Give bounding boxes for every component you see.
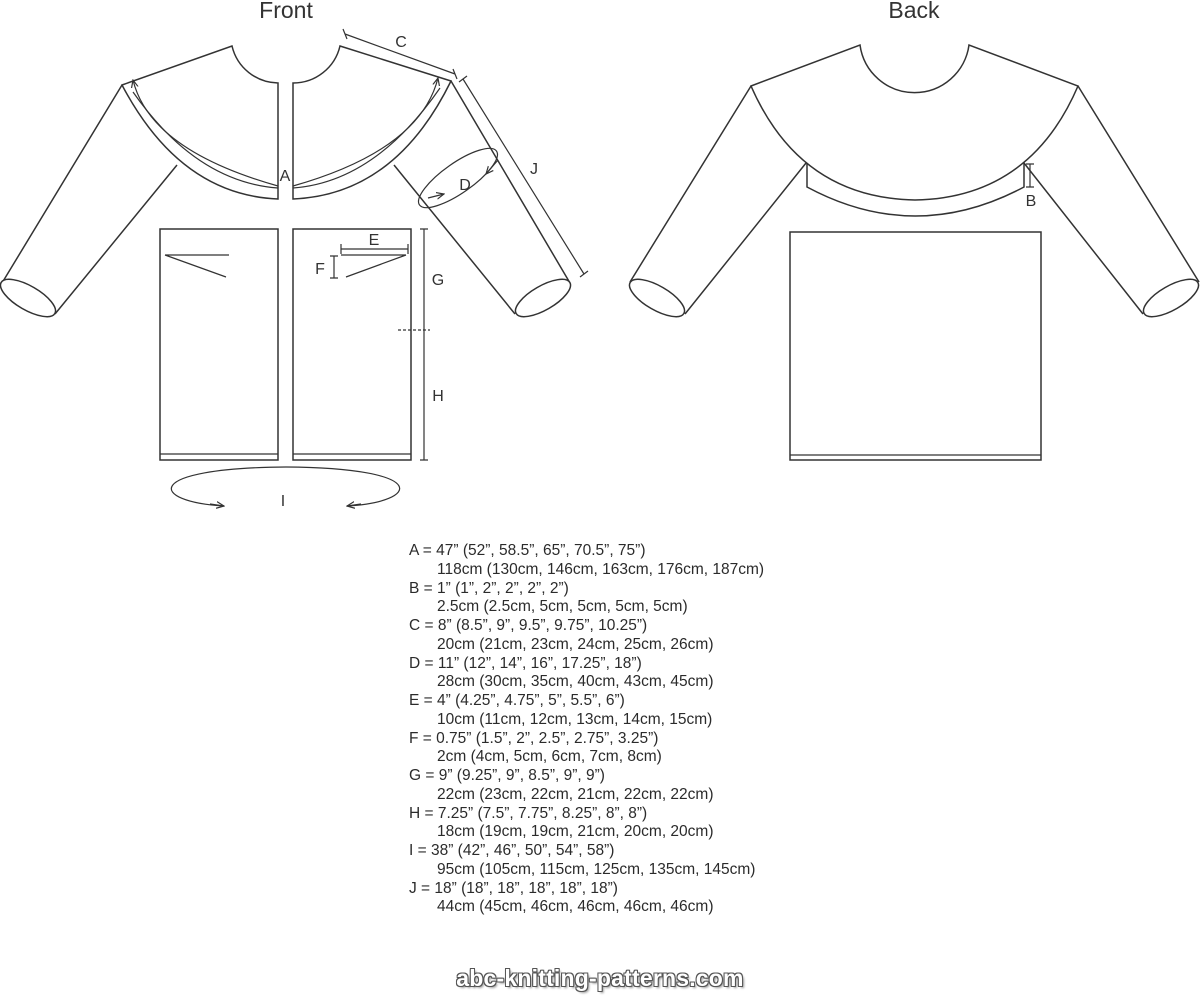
label-e: E: [368, 232, 380, 249]
measurement-imperial: A = 47” (52”, 58.5”, 65”, 70.5”, 75”): [409, 542, 646, 559]
label-c: C: [395, 34, 407, 51]
measurement-imperial: G = 9” (9.25”, 9”, 8.5”, 9”, 9”): [409, 767, 605, 784]
measurement-metric: 44cm (45cm, 46cm, 46cm, 46cm, 46cm): [437, 898, 714, 916]
measurement-metric: 18cm (19cm, 19cm, 21cm, 20cm, 20cm): [437, 823, 714, 841]
measurement-h: [409, 805, 929, 843]
measurement-j: [409, 880, 929, 918]
front-left-body: [160, 229, 278, 460]
measurement-metric: 10cm (11cm, 12cm, 13cm, 14cm, 15cm): [437, 710, 713, 728]
measurement-imperial: H = 7.25” (7.5”, 7.75”, 8.25”, 8”, 8”): [409, 804, 648, 822]
label-b: B: [1025, 193, 1037, 210]
measurement-metric: 28cm (30cm, 35cm, 40cm, 43cm, 45cm): [437, 673, 714, 691]
measure-i: [171, 467, 399, 510]
measurement-metric: 2cm (4cm, 5cm, 6cm, 7cm, 8cm): [437, 748, 662, 766]
front-title: Front: [259, 0, 313, 23]
measurement-f: [409, 730, 929, 768]
measurement-imperial: J = 18” (18”, 18”, 18”, 18”, 18”): [409, 879, 618, 897]
measurement-c: [409, 617, 929, 655]
measurement-d: [409, 655, 929, 693]
label-d: D: [459, 177, 471, 194]
front-view: [0, 0, 588, 510]
measurement-metric: 2.5cm (2.5cm, 5cm, 5cm, 5cm, 5cm): [437, 598, 688, 616]
label-f: F: [315, 261, 325, 278]
front-right-yoke: [293, 46, 451, 199]
back-body: [790, 232, 1041, 460]
measurement-b: [409, 580, 929, 618]
measure-e: [341, 232, 408, 254]
measurement-metric: 22cm (23cm, 22cm, 21cm, 22cm, 22cm): [437, 785, 714, 803]
label-h: H: [432, 388, 444, 405]
measure-gh: [398, 229, 444, 460]
measure-d: [411, 139, 505, 217]
measurement-imperial: D = 11” (12”, 14”, 16”, 17.25”, 18”): [409, 654, 642, 672]
measurement-imperial: C = 8” (8.5”, 9”, 9.5”, 9.75”, 10.25”): [409, 617, 648, 634]
measurement-metric: 95cm (105cm, 115cm, 125cm, 135cm, 145cm): [437, 860, 756, 878]
measurement-imperial: F = 0.75” (1.5”, 2”, 2.5”, 2.75”, 3.25”): [409, 729, 659, 747]
measurement-imperial: I = 38” (42”, 46”, 50”, 54”, 58”): [409, 842, 615, 859]
back-view: [624, 0, 1200, 460]
measurement-g: [409, 767, 929, 805]
measurement-metric: 20cm (21cm, 23cm, 24cm, 25cm, 26cm): [437, 635, 714, 653]
label-g: G: [431, 272, 445, 289]
watermark: abc-knitting-patterns.com: [456, 965, 744, 991]
measurement-metric: 118cm (130cm, 146cm, 163cm, 176cm, 187cm): [437, 560, 765, 578]
back-title: Back: [888, 0, 940, 23]
measurements-list: [409, 542, 929, 917]
label-j: J: [530, 161, 538, 178]
measure-j: [459, 76, 588, 277]
front-left-yoke: [122, 46, 278, 199]
back-yoke: [751, 45, 1078, 216]
label-a: A: [279, 168, 291, 185]
front-right-body: [293, 229, 411, 460]
measurement-i: [409, 842, 929, 880]
measurement-imperial: E = 4” (4.25”, 4.75”, 5”, 5.5”, 6”): [409, 692, 625, 709]
measurement-a: [409, 542, 929, 580]
measurement-e: [409, 692, 929, 730]
label-i: I: [280, 493, 286, 510]
measure-f: [315, 256, 338, 278]
measurement-imperial: B = 1” (1”, 2”, 2”, 2”, 2”): [409, 579, 569, 597]
